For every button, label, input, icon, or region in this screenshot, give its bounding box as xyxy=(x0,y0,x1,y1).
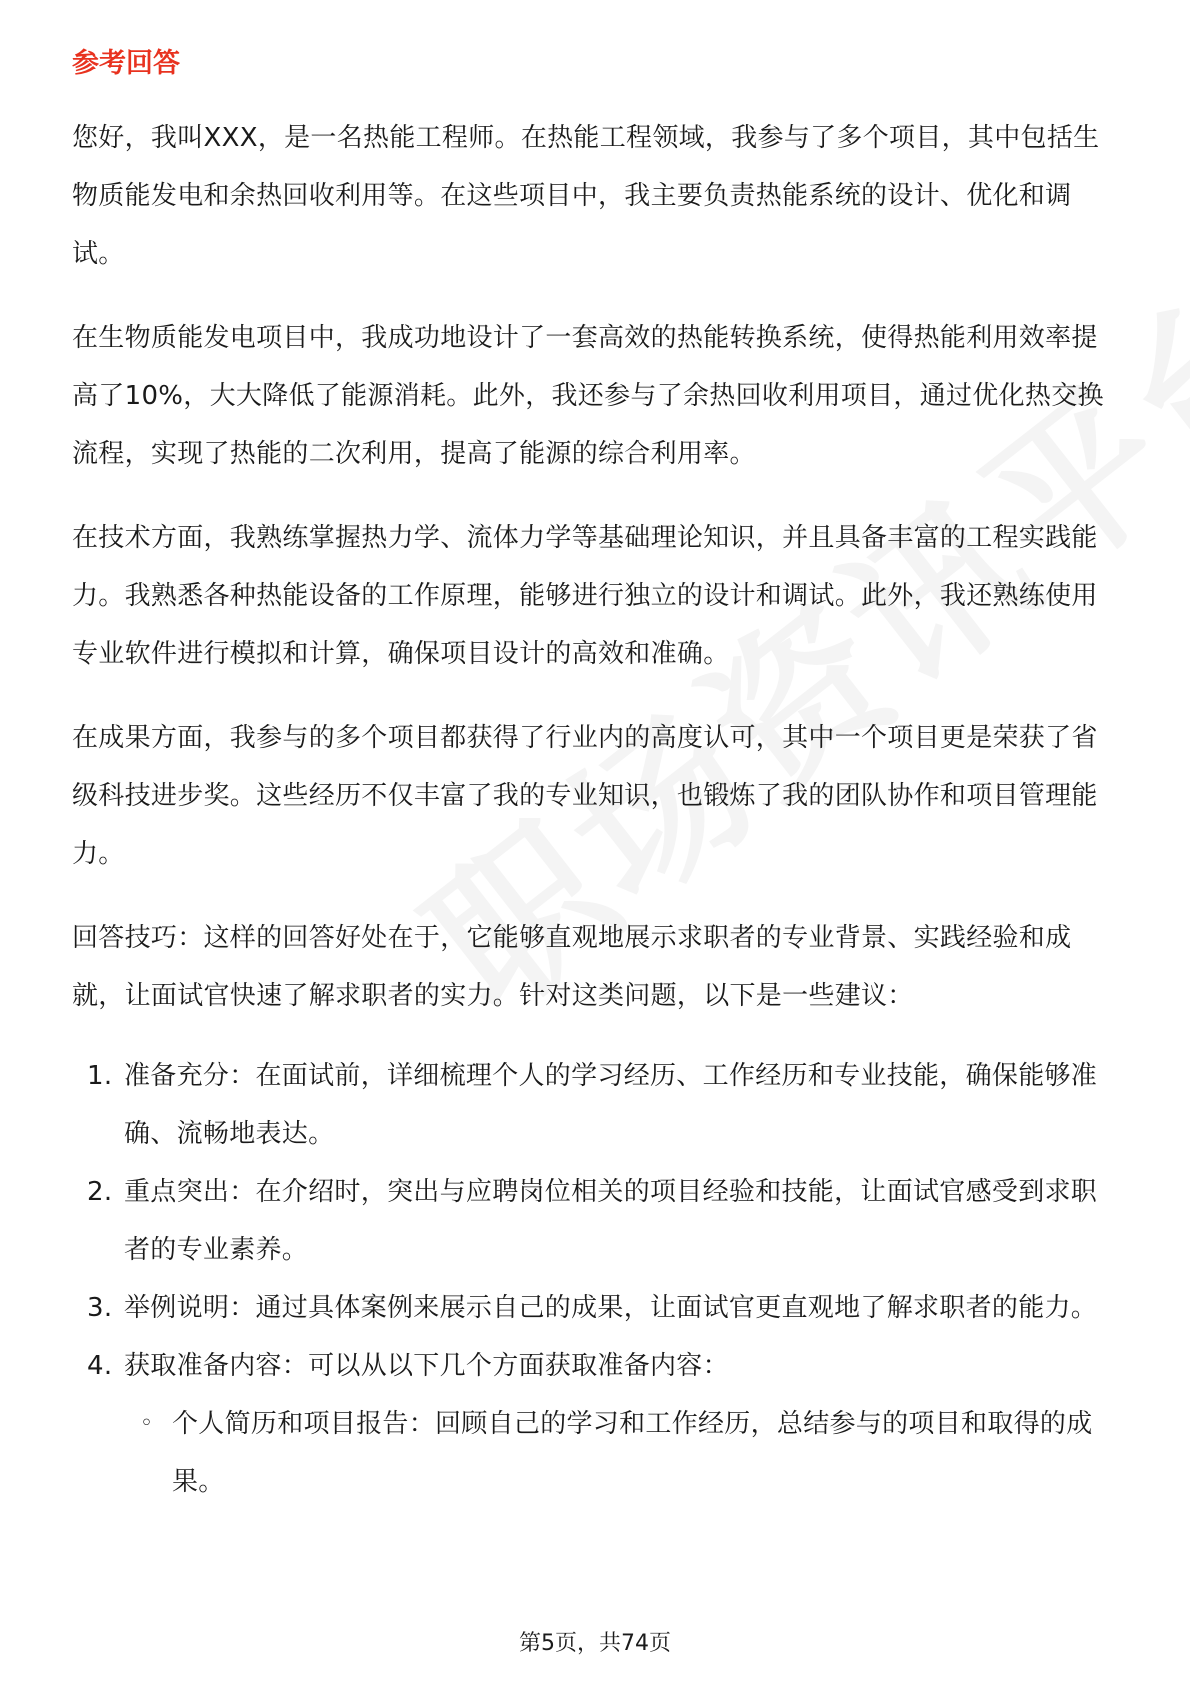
paragraph-achievements: 在成果方面，我参与的多个项目都获得了行业内的高度认可，其中一个项目更是荣获了省级科技进步奖。这些经历不仅丰富了我的专业知识，也锻炼了我的团队协作和项目管理能力。 xyxy=(72,723,1098,869)
paragraph-skills: 在技术方面，我熟练掌握热力学、流体力学等基础理论知识，并且具备丰富的工程实践能力。我熟悉各种热能设备的工作原理，能够进行独立的设计和调试。此外，我还熟练使用专业软件进行模拟和计算，确保项目设计的高效和准确。 xyxy=(72,523,1098,669)
section-heading: 参考回答 xyxy=(72,48,180,79)
sub-list-item xyxy=(124,1395,1122,1511)
list-number: 2. xyxy=(87,1177,113,1207)
sub-list xyxy=(124,1395,1122,1511)
page-number-footer: 第5页，共74页 xyxy=(519,1631,671,1656)
answer-tips: 回答技巧：这样的回答好处在于，它能够直观地展示求职者的专业背景、实践经验和成就，让面试官快速了解求职者的实力。针对这类问题，以下是一些建议： xyxy=(72,923,1072,1011)
list-number: 1. xyxy=(87,1061,113,1091)
paragraph-project: 在生物质能发电项目中，我成功地设计了一套高效的热能转换系统，使得热能利用效率提高了10%，大大降低了能源消耗。此外，我还参与了余热回收利用项目，通过优化热交换流程，实现了热能的二次利用，提高了能源的综合利用率。 xyxy=(72,323,1104,469)
list-item xyxy=(72,1047,1122,1163)
list-item xyxy=(72,1337,1122,1511)
sub-list-item-text: 个人简历和项目报告：回顾自己的学习和工作经历，总结参与的项目和取得的成果。 xyxy=(172,1409,1093,1497)
list-item xyxy=(72,1163,1122,1279)
list-number: 4. xyxy=(87,1351,113,1381)
list-item-text: 获取准备内容：可以从以下几个方面获取准备内容： xyxy=(124,1351,729,1381)
paragraph-intro: 您好，我叫XXX，是一名热能工程师。在热能工程领域，我参与了多个项目，其中包括生物质能发电和余热回收利用等。在这些项目中，我主要负责热能系统的设计、优化和调试。 xyxy=(72,123,1100,269)
list-item-text: 准备充分：在面试前，详细梳理个人的学习经历、工作经历和专业技能，确保能够准确、流畅地表达。 xyxy=(124,1061,1098,1149)
suggestion-list xyxy=(72,1047,1122,1511)
list-item-text: 举例说明：通过具体案例来展示自己的成果，让面试官更直观地了解求职者的能力。 xyxy=(124,1293,1098,1323)
bullet-icon: ◦ xyxy=(140,1411,154,1436)
list-number: 3. xyxy=(87,1293,113,1323)
list-item-text: 重点突出：在介绍时，突出与应聘岗位相关的项目经验和技能，让面试官感受到求职者的专业素养。 xyxy=(124,1177,1098,1265)
document-page xyxy=(72,44,1122,1511)
list-item xyxy=(72,1279,1122,1337)
